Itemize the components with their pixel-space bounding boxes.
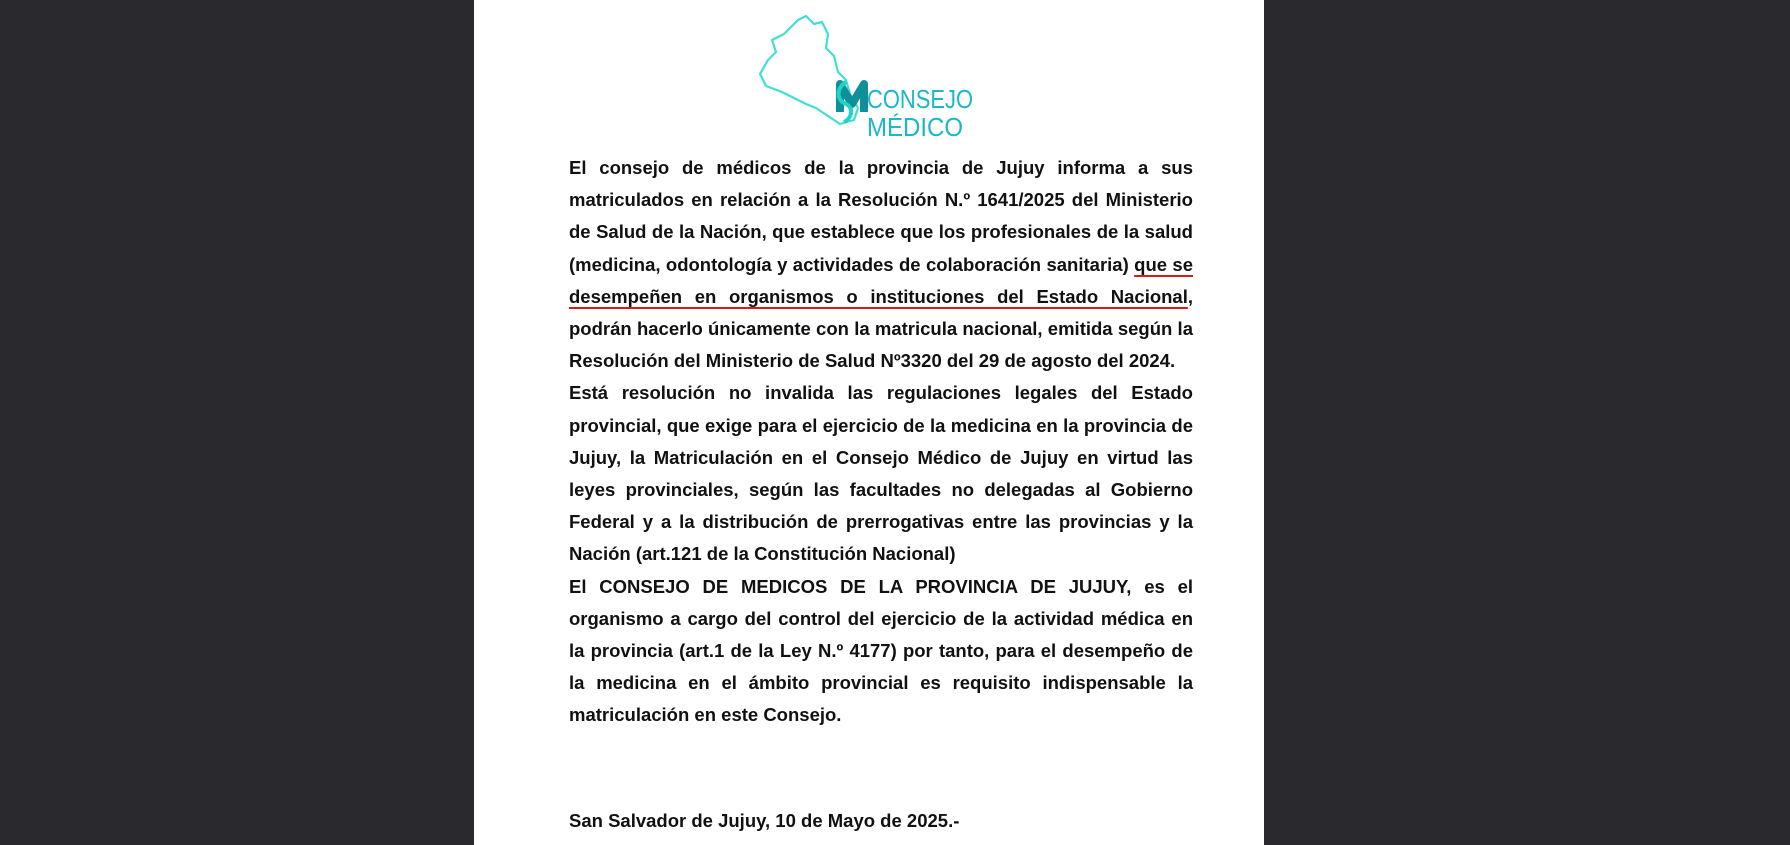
caduceus-m-icon: [839, 82, 865, 122]
paragraph-provincial-law: Está resolución no invalida las regulaciones legales del Estado provincial, que exige para el ejercicio de la medicina en la provincia de Jujuy, la Matriculación en el Consejo Médico de Jujuy en virtud las leyes provinciales, según las facultades no delegadas al Gobierno Federal y a la distribución de prerrogativas entre las provincias y la Nación (art.121 de la Constitución Nacional): [569, 382, 1193, 565]
paragraph-consejo-role: El CONSEJO DE MEDICOS DE LA PROVINCIA DE JUJUY, es el organismo a cargo del control del ejercicio de la actividad médica en la provincia (art.1 de la Ley N.º 4177) por tanto, para el desempeño de la medicina en el ámbito provincial es requisito indispensable la matriculación en este Consejo.: [569, 575, 1193, 726]
paragraph-resolution: El consejo de médicos de la provincia de Jujuy informa a sus matriculados en relación a la Resolución N.º 1641/2025 del Ministerio de Salud de la Nación, que establece que los profesionales de la salud (medicina, odontología y actividades de colaboración sanitaria) que se desempeñen en organismos o instituciones del Estado Nacional, podrán hacerlo únicamente con la matricula nacional, emitida según la Resolución del Ministerio de Salud Nº3320 del 29 de agosto del 2024.: [569, 157, 1194, 372]
place-and-date: San Salvador de Jujuy, 10 de Mayo de 2025.-: [569, 810, 960, 831]
document-page: [474, 0, 1264, 845]
logo-text-line1: CONSEJO: [867, 84, 973, 114]
announcement-body: [569, 152, 1193, 732]
underlined-phrase: que se desempeñen en organismos o instituciones del Estado Nacional: [569, 253, 1194, 307]
logo-text-line2: MÉDICO: [867, 112, 963, 140]
consejo-medico-logo: [754, 12, 1004, 140]
